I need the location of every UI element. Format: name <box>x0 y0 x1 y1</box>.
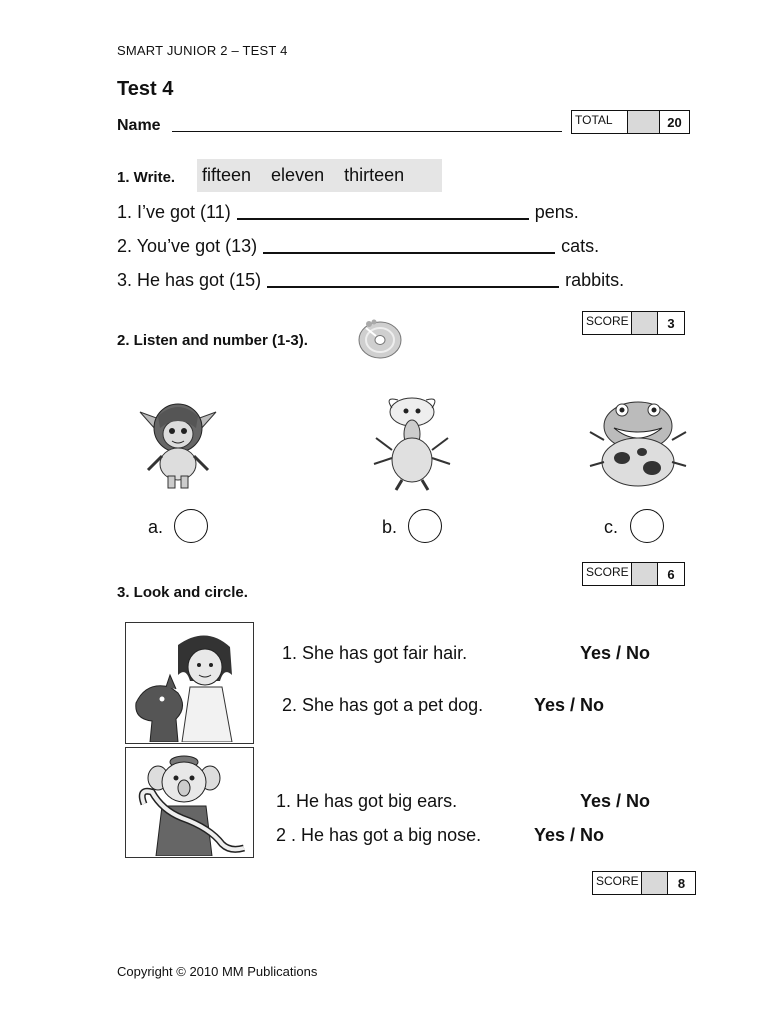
answer-blank[interactable] <box>267 272 559 288</box>
girl-with-dog-illustration <box>126 623 252 742</box>
section3-max-score: 8 <box>677 875 686 891</box>
total-max-score: 20 <box>667 114 682 130</box>
word-bank <box>197 159 442 192</box>
boy-with-snake-picture <box>125 747 254 858</box>
section2-score-box <box>582 562 685 586</box>
score-blank-cell <box>632 312 658 334</box>
total-blank-cell <box>628 111 660 133</box>
answer-circle-b[interactable] <box>408 509 442 543</box>
option-a-label: a. <box>148 517 164 537</box>
score-blank-cell <box>632 563 658 585</box>
write-item-3 <box>117 270 624 291</box>
word-bank-item: thirteen <box>344 165 405 185</box>
cd-audio-icon <box>356 318 404 360</box>
monster-c-illustration <box>586 396 690 492</box>
total-score-box <box>571 110 690 134</box>
option-b-label: b. <box>382 517 398 537</box>
write-item-suffix: pens. <box>534 202 579 222</box>
answer-blank[interactable] <box>263 238 555 254</box>
name-field[interactable] <box>172 131 562 132</box>
monster-b-illustration <box>368 394 456 492</box>
score-blank-cell <box>642 872 668 894</box>
score-label: SCORE <box>583 563 632 585</box>
boy-answer-2[interactable]: Yes / No <box>534 825 605 845</box>
boy-question-1: 1. He has got big ears. <box>276 791 458 811</box>
section2-title: 2. Listen and number (1-3). <box>117 332 308 349</box>
copyright-footer: Copyright © 2010 MM Publications <box>117 964 318 979</box>
answer-blank[interactable] <box>237 204 529 220</box>
section2-max-score: 6 <box>667 566 675 582</box>
name-label: Name <box>117 117 161 134</box>
girl-question-2: 2. She has got a pet dog. <box>282 695 484 715</box>
page-header: SMART JUNIOR 2 – TEST 4 <box>117 43 288 58</box>
word-bank-item: eleven <box>271 165 325 185</box>
section3-score-box <box>592 871 696 895</box>
score-label: SCORE <box>583 312 632 334</box>
section1-score-box <box>582 311 685 335</box>
score-label: SCORE <box>593 872 642 894</box>
answer-circle-a[interactable] <box>174 509 208 543</box>
write-item-prefix: 3. He has got (15) <box>117 270 262 290</box>
write-item-prefix: 1. I’ve got (11) <box>117 202 231 222</box>
section1-title: 1. Write. <box>117 169 176 186</box>
section3-title: 3. Look and circle. <box>117 584 248 601</box>
girl-answer-1[interactable]: Yes / No <box>580 643 651 663</box>
section1-max-score: 3 <box>667 315 675 331</box>
write-item-prefix: 2. You’ve got (13) <box>117 236 258 256</box>
write-item-2 <box>117 236 599 257</box>
write-item-1 <box>117 202 579 223</box>
girl-question-1: 1. She has got fair hair. <box>282 643 468 663</box>
boy-with-snake-illustration <box>126 748 252 856</box>
boy-question-2: 2 . He has got a big nose. <box>276 825 482 845</box>
girl-with-dog-picture <box>125 622 254 744</box>
monster-a-illustration <box>132 394 224 490</box>
write-item-suffix: cats. <box>561 236 600 256</box>
option-c-label: c. <box>604 517 619 537</box>
girl-answer-2[interactable]: Yes / No <box>534 695 605 715</box>
test-title: Test 4 <box>117 78 174 100</box>
write-item-suffix: rabbits. <box>565 270 625 290</box>
boy-answer-1[interactable]: Yes / No <box>580 791 651 811</box>
answer-circle-c[interactable] <box>630 509 664 543</box>
word-bank-item: fifteen <box>202 165 252 185</box>
total-label: TOTAL <box>572 111 628 133</box>
